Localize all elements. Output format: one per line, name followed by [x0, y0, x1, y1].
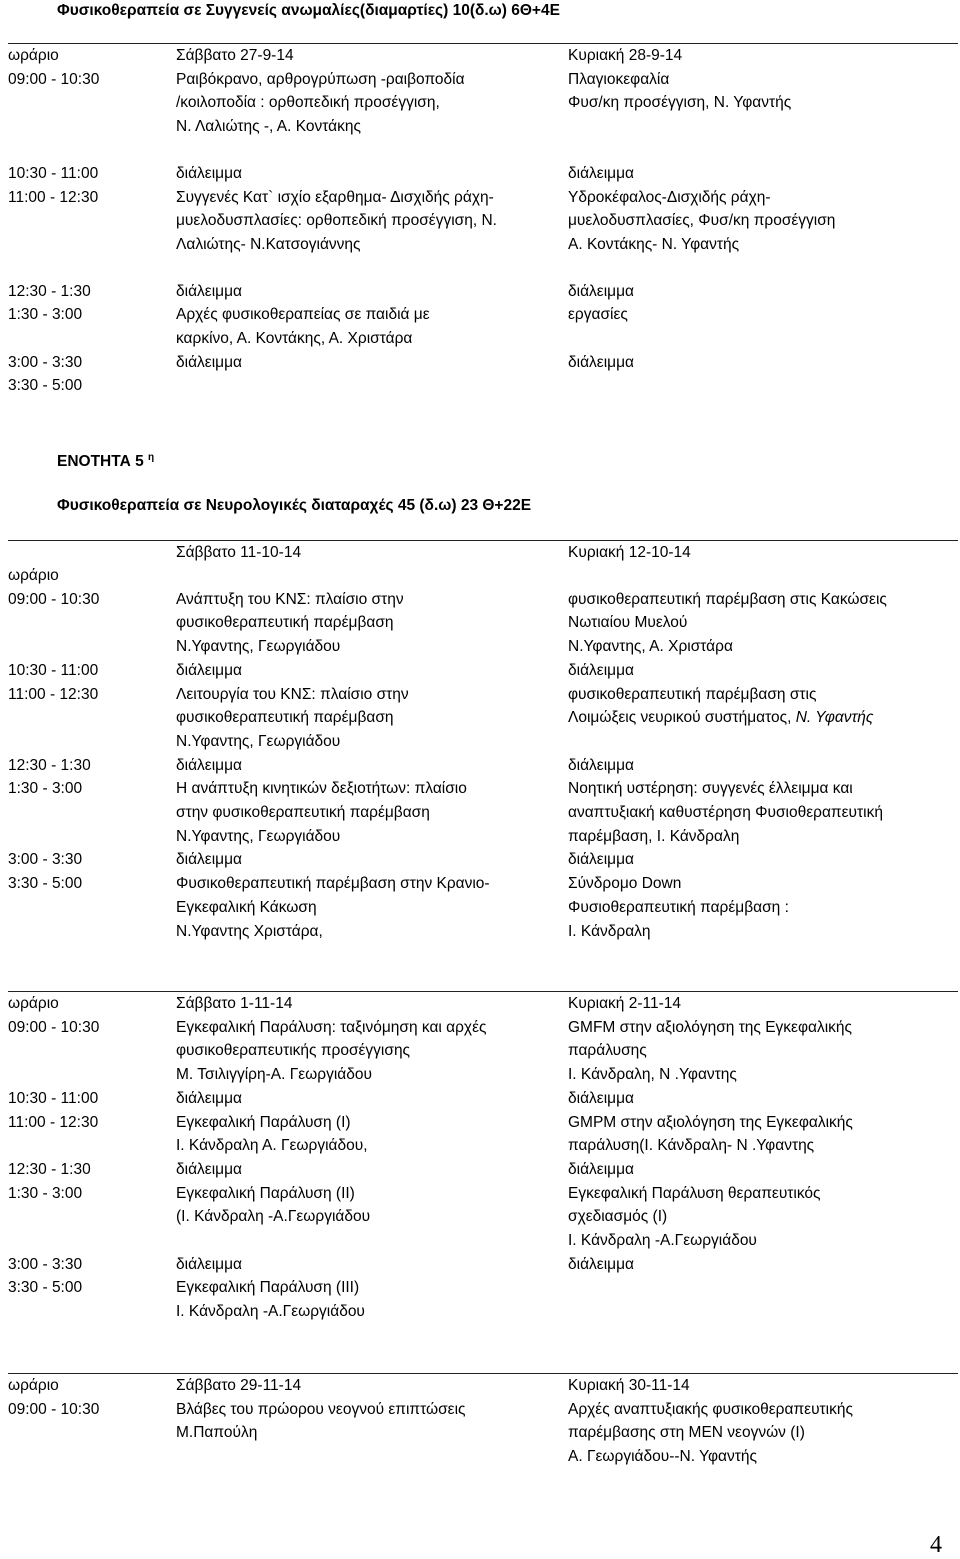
sunday-cell [568, 1016, 958, 1087]
table-row [8, 659, 958, 683]
time-cell: 3:30 - 5:00 [8, 1279, 83, 1297]
time-cell: 3:30 - 5:00 [8, 377, 83, 395]
cell-line: Λαλιώτης- Ν.Κατσογιάννης [176, 235, 361, 253]
header-row [8, 541, 958, 588]
time-cell: 3:00 - 3:30 [8, 851, 83, 869]
header-sunday: Κυριακή 2-11-14 [568, 992, 958, 1016]
saturday-cell [176, 1276, 568, 1323]
cell-line: διάλειμμα [176, 1160, 242, 1178]
cell-line: διάλειμμα [176, 282, 242, 300]
sunday-cell [568, 280, 958, 304]
table-row [8, 683, 958, 754]
cell-line: Ραιβόκρανο, αρθρογρύπωση -ραιβοποδία [176, 70, 465, 88]
cell-line: παρέμβασης στη ΜΕΝ νεογνών (Ι) [568, 1424, 805, 1442]
cell-line: διάλειμμα [176, 851, 242, 869]
cell-line: διάλειμμα [568, 851, 634, 869]
cell-line: Η ανάπτυξη κινητικών δεξιοτήτων: πλαίσιο [176, 780, 467, 798]
cell-line: φυσικοθεραπευτική παρέμβαση [176, 614, 394, 632]
cell-line: διάλειμμα [176, 661, 242, 679]
cell-line: διάλειμμα [568, 1255, 634, 1273]
time-cell: 10:30 - 11:00 [8, 164, 99, 182]
cell-line: μυελοδυσπλασίες, Φυσ/κη προσέγγιση [568, 212, 836, 230]
cell-line: Ν.Υφαντης, Γεωργιάδου [176, 638, 341, 656]
time-cell: 11:00 - 12:30 [8, 685, 99, 703]
cell-line: διάλειμμα [568, 661, 634, 679]
header-sunday: Κυριακή 30-11-14 [568, 1374, 958, 1398]
header-row [8, 992, 958, 1016]
saturday-cell [176, 1087, 568, 1111]
table-row [8, 872, 958, 943]
cell-line: εργασίες [568, 306, 628, 324]
header-row [8, 44, 958, 68]
sunday-cell [568, 351, 958, 375]
sunday-cell [568, 683, 958, 754]
time-cell: 3:00 - 3:30 [8, 1255, 83, 1273]
saturday-cell [176, 1398, 568, 1469]
cell-italic-name: Ν. Υφαντής [795, 709, 874, 727]
saturday-cell [176, 68, 568, 162]
header-sunday: Κυριακή 12-10-14 [568, 541, 958, 588]
cell-line: Εγκεφαλική Παράλυση θεραπευτικός [568, 1184, 821, 1202]
cell-line [176, 374, 568, 398]
table-row [8, 1158, 958, 1182]
cell-line: Ι. Κάνδραλη -Α.Γεωργιάδου [568, 1232, 757, 1250]
cell-line: παράλυση(Ι. Κάνδραλη- Ν .Υφαντης [568, 1137, 815, 1155]
time-cell: 09:00 - 10:30 [8, 1400, 100, 1418]
header-saturday: Σάββατο 1-11-14 [176, 992, 568, 1016]
unit-label: ΕΝΟΤΗΤΑ 5 $^\eta$ [57, 452, 155, 471]
cell-line: Α. Κοντάκης- Ν. Υφαντής [568, 235, 740, 253]
sunday-cell [568, 374, 958, 398]
cell-line: φυσικοθεραπευτική παρέμβαση [176, 709, 394, 727]
cell-line: Φυσικοθεραπευτική παρέμβαση στην Κρανιο- [176, 875, 490, 893]
cell-line: Εγκεφαλική Παράλυση: ταξινόμηση και αρχές [176, 1018, 487, 1036]
cell-line: Ν.Υφαντης, Γεωργιάδου [176, 732, 341, 750]
time-cell: 12:30 - 1:30 [8, 1160, 91, 1178]
saturday-cell [176, 162, 568, 186]
cell-line: μυελοδυσπλασίες: ορθοπεδική προσέγγιση, Ν. [176, 212, 497, 230]
cell-line: διάλειμμα [176, 756, 242, 774]
sunday-cell [568, 777, 958, 848]
table-row [8, 1398, 958, 1469]
cell-line: αναπτυξιακή καθυστέρηση Φυσιοθεραπευτική [568, 804, 883, 822]
cell-line: διάλειμμα [568, 353, 634, 371]
sunday-cell [568, 754, 958, 778]
table-row [8, 754, 958, 778]
header-time: ωράριο [8, 44, 176, 68]
table-row [8, 351, 958, 375]
cell-line: Εγκεφαλική Παράλυση (ΙΙ) [176, 1184, 355, 1202]
saturday-cell [176, 186, 568, 280]
header-sunday: Κυριακή 28-9-14 [568, 44, 958, 68]
sunday-cell [568, 162, 958, 186]
cell-line: Εγκεφαλική Παράλυση (Ι) [176, 1113, 351, 1131]
cell-line: διάλειμμα [568, 282, 634, 300]
time-cell: 09:00 - 10:30 [8, 590, 100, 608]
time-cell: 1:30 - 3:00 [8, 780, 83, 798]
cell-line: Μ. Τσιλιγγίρη-Α. Γεωργιάδου [176, 1066, 372, 1084]
saturday-cell [176, 351, 568, 375]
table-row [8, 1111, 958, 1158]
cell-line: Βλάβες του πρώορου νεογνού επιπτώσεις [176, 1400, 466, 1418]
cell-line: παράλυσης [568, 1042, 647, 1060]
cell-line: διάλειμμα [176, 1255, 242, 1273]
time-cell: 1:30 - 3:00 [8, 1184, 83, 1202]
cell-line: Ι. Κάνδραλη, Ν .Υφαντης [568, 1066, 737, 1084]
cell-line [568, 1276, 958, 1300]
saturday-cell [176, 1182, 568, 1253]
cell-line: Ν.Υφαντης Χριστάρα, [176, 922, 323, 940]
table-row [8, 1182, 958, 1253]
header-time: ωράριο [8, 992, 176, 1016]
sunday-cell [568, 1276, 958, 1323]
cell-line: Φυσ/κη προσέγγιση, Ν. Υφαντής [568, 94, 792, 112]
time-cell: 09:00 - 10:30 [8, 70, 100, 88]
cell-line: Ν.Υφαντης, Γεωργιάδου [176, 827, 341, 845]
saturday-cell [176, 280, 568, 304]
cell-line: διάλειμμα [176, 1089, 242, 1107]
time-cell: 3:00 - 3:30 [8, 353, 83, 371]
cell-line: Πλαγιοκεφαλία [568, 70, 670, 88]
cell-line: Ι. Κάνδραλη -Α.Γεωργιάδου [176, 1303, 365, 1321]
page-title: Φυσικοθεραπεία σε Συγγενείς ανωμαλίες(διαμαρτίες) 10(δ.ω) 6Θ+4Ε [57, 2, 560, 19]
cell-line: καρκίνο, Α. Κοντάκης, Α. Χριστάρα [176, 330, 413, 348]
table-row [8, 1087, 958, 1111]
table-row [8, 588, 958, 659]
cell-line: Ν. Λαλιώτης -, Α. Κοντάκης [176, 118, 361, 136]
header-time: ωράριο [8, 1374, 176, 1398]
sunday-cell [568, 186, 958, 280]
cell-line: Ανάπτυξη του ΚΝΣ: πλαίσιο στην [176, 590, 404, 608]
table-row [8, 374, 958, 398]
sunday-cell [568, 303, 958, 350]
table-row [8, 1253, 958, 1277]
cell-line: παρέμβαση, Ι. Κάνδραλη [568, 827, 740, 845]
time-cell: 11:00 - 12:30 [8, 188, 99, 206]
header-row [8, 1374, 958, 1398]
header-saturday: Σάββατο 29-11-14 [176, 1374, 568, 1398]
cell-line: Λοιμώξεις νευρικού συστήματος, Ν. Υφαντής [568, 709, 874, 727]
time-cell: 12:30 - 1:30 [8, 756, 91, 774]
header-saturday: Σάββατο 27-9-14 [176, 44, 568, 68]
cell-line: Εγκεφαλική Κάκωση [176, 898, 317, 916]
cell-line: φυσικοθεραπευτική παρέμβαση στις Κακώσεις [568, 590, 887, 608]
saturday-cell [176, 1016, 568, 1087]
cell-line: Συγγενές Κατ` ισχίο εξαρθημα- Δισχιδής ράχη- [176, 188, 494, 206]
time-cell: 10:30 - 11:00 [8, 1089, 99, 1107]
table-row [8, 280, 958, 304]
sunday-cell [568, 588, 958, 659]
time-cell: 11:00 - 12:30 [8, 1113, 99, 1131]
table-row [8, 1276, 958, 1323]
time-cell: 3:30 - 5:00 [8, 875, 83, 893]
saturday-cell [176, 777, 568, 848]
cell-line: διάλειμμα [568, 164, 634, 182]
time-cell: 09:00 - 10:30 [8, 1018, 100, 1036]
cell-line: Αρχές αναπτυξιακής φυσικοθεραπευτικής [568, 1400, 853, 1418]
time-cell: 12:30 - 1:30 [8, 282, 91, 300]
sunday-cell [568, 1182, 958, 1253]
saturday-cell [176, 683, 568, 754]
cell-line: διάλειμμα [568, 1160, 634, 1178]
cell-line: φυσικοθεραπευτική παρέμβαση στις [568, 685, 817, 703]
cell-line: Ν.Υφαντης, Α. Χριστάρα [568, 638, 733, 656]
cell-line: GMFM στην αξιολόγηση της Εγκεφαλικής [568, 1018, 853, 1036]
sunday-cell [568, 68, 958, 162]
table-row [8, 303, 958, 350]
saturday-cell [176, 1158, 568, 1182]
schedule-table-4 [8, 1373, 958, 1469]
cell-line: Αρχές φυσικοθεραπείας σε παιδιά με [176, 306, 430, 324]
cell-line: Ι. Κάνδραλη Α. Γεωργιάδου, [176, 1137, 368, 1155]
sunday-cell [568, 1253, 958, 1277]
time-cell: 10:30 - 11:00 [8, 661, 99, 679]
time-cell: 1:30 - 3:00 [8, 306, 83, 324]
sunday-cell [568, 1398, 958, 1469]
sunday-cell [568, 848, 958, 872]
header-saturday: Σάββατο 11-10-14 [176, 541, 568, 588]
cell-line: διάλειμμα [176, 164, 242, 182]
saturday-cell [176, 659, 568, 683]
cell-line [568, 374, 958, 398]
section-heading: Φυσικοθεραπεία σε Νευρολογικές διαταραχές 45 (δ.ω) 23 Θ+22Ε [57, 497, 532, 514]
cell-line: σχεδιασμός (Ι) [568, 1208, 668, 1226]
saturday-cell [176, 374, 568, 398]
sunday-cell [568, 1111, 958, 1158]
cell-line: Εγκεφαλική Παράλυση (ΙΙΙ) [176, 1279, 360, 1297]
table-row [8, 68, 958, 162]
table-row [8, 186, 958, 280]
sunday-cell [568, 1158, 958, 1182]
cell-line: Φυσιοθεραπευτική παρέμβαση : [568, 898, 789, 916]
table-row [8, 848, 958, 872]
saturday-cell [176, 754, 568, 778]
saturday-cell [176, 872, 568, 943]
cell-line: στην φυσικοθεραπευτική παρέμβαση [176, 804, 430, 822]
saturday-cell [176, 1253, 568, 1277]
cell-line: Υδροκέφαλος-Δισχιδής ράχη- [568, 188, 771, 206]
schedule-table-2 [8, 540, 958, 943]
cell-line: διάλειμμα [568, 1089, 634, 1107]
cell-line: (Ι. Κάνδραλη -Α.Γεωργιάδου [176, 1208, 371, 1226]
table-row [8, 1016, 958, 1087]
cell-line: Λειτουργία του ΚΝΣ: πλαίσιο στην [176, 685, 409, 703]
header-time: ωράριο [8, 541, 176, 588]
cell-line: Μ.Παπούλη [176, 1424, 258, 1442]
cell-line: Α. Γεωργιάδου--Ν. Υφαντής [568, 1448, 757, 1466]
schedule-table-1 [8, 43, 958, 398]
cell-line: /κοιλοποδία : ορθοπεδική προσέγγιση, [176, 94, 440, 112]
cell-line: Νωτιαίου Μυελού [568, 614, 688, 632]
cell-line: διάλειμμα [176, 353, 242, 371]
saturday-cell [176, 848, 568, 872]
page-number: 4 [930, 1532, 942, 1558]
cell-line: GMPM στην αξιολόγηση της Εγκεφαλικής [568, 1113, 853, 1131]
saturday-cell [176, 588, 568, 659]
table-row [8, 777, 958, 848]
sunday-cell [568, 659, 958, 683]
schedule-table-3 [8, 991, 958, 1324]
saturday-cell [176, 303, 568, 350]
sunday-cell [568, 872, 958, 943]
cell-line: Νοητική υστέρηση: συγγενές έλλειμμα και [568, 780, 853, 798]
sunday-cell [568, 1087, 958, 1111]
saturday-cell [176, 1111, 568, 1158]
cell-line: διάλειμμα [568, 756, 634, 774]
cell-line: Σύνδρομο Down [568, 875, 682, 893]
table-row [8, 162, 958, 186]
cell-line: Ι. Κάνδραλη [568, 922, 651, 940]
cell-line: φυσικοθεραπευτικής προσέγγισης [176, 1042, 411, 1060]
